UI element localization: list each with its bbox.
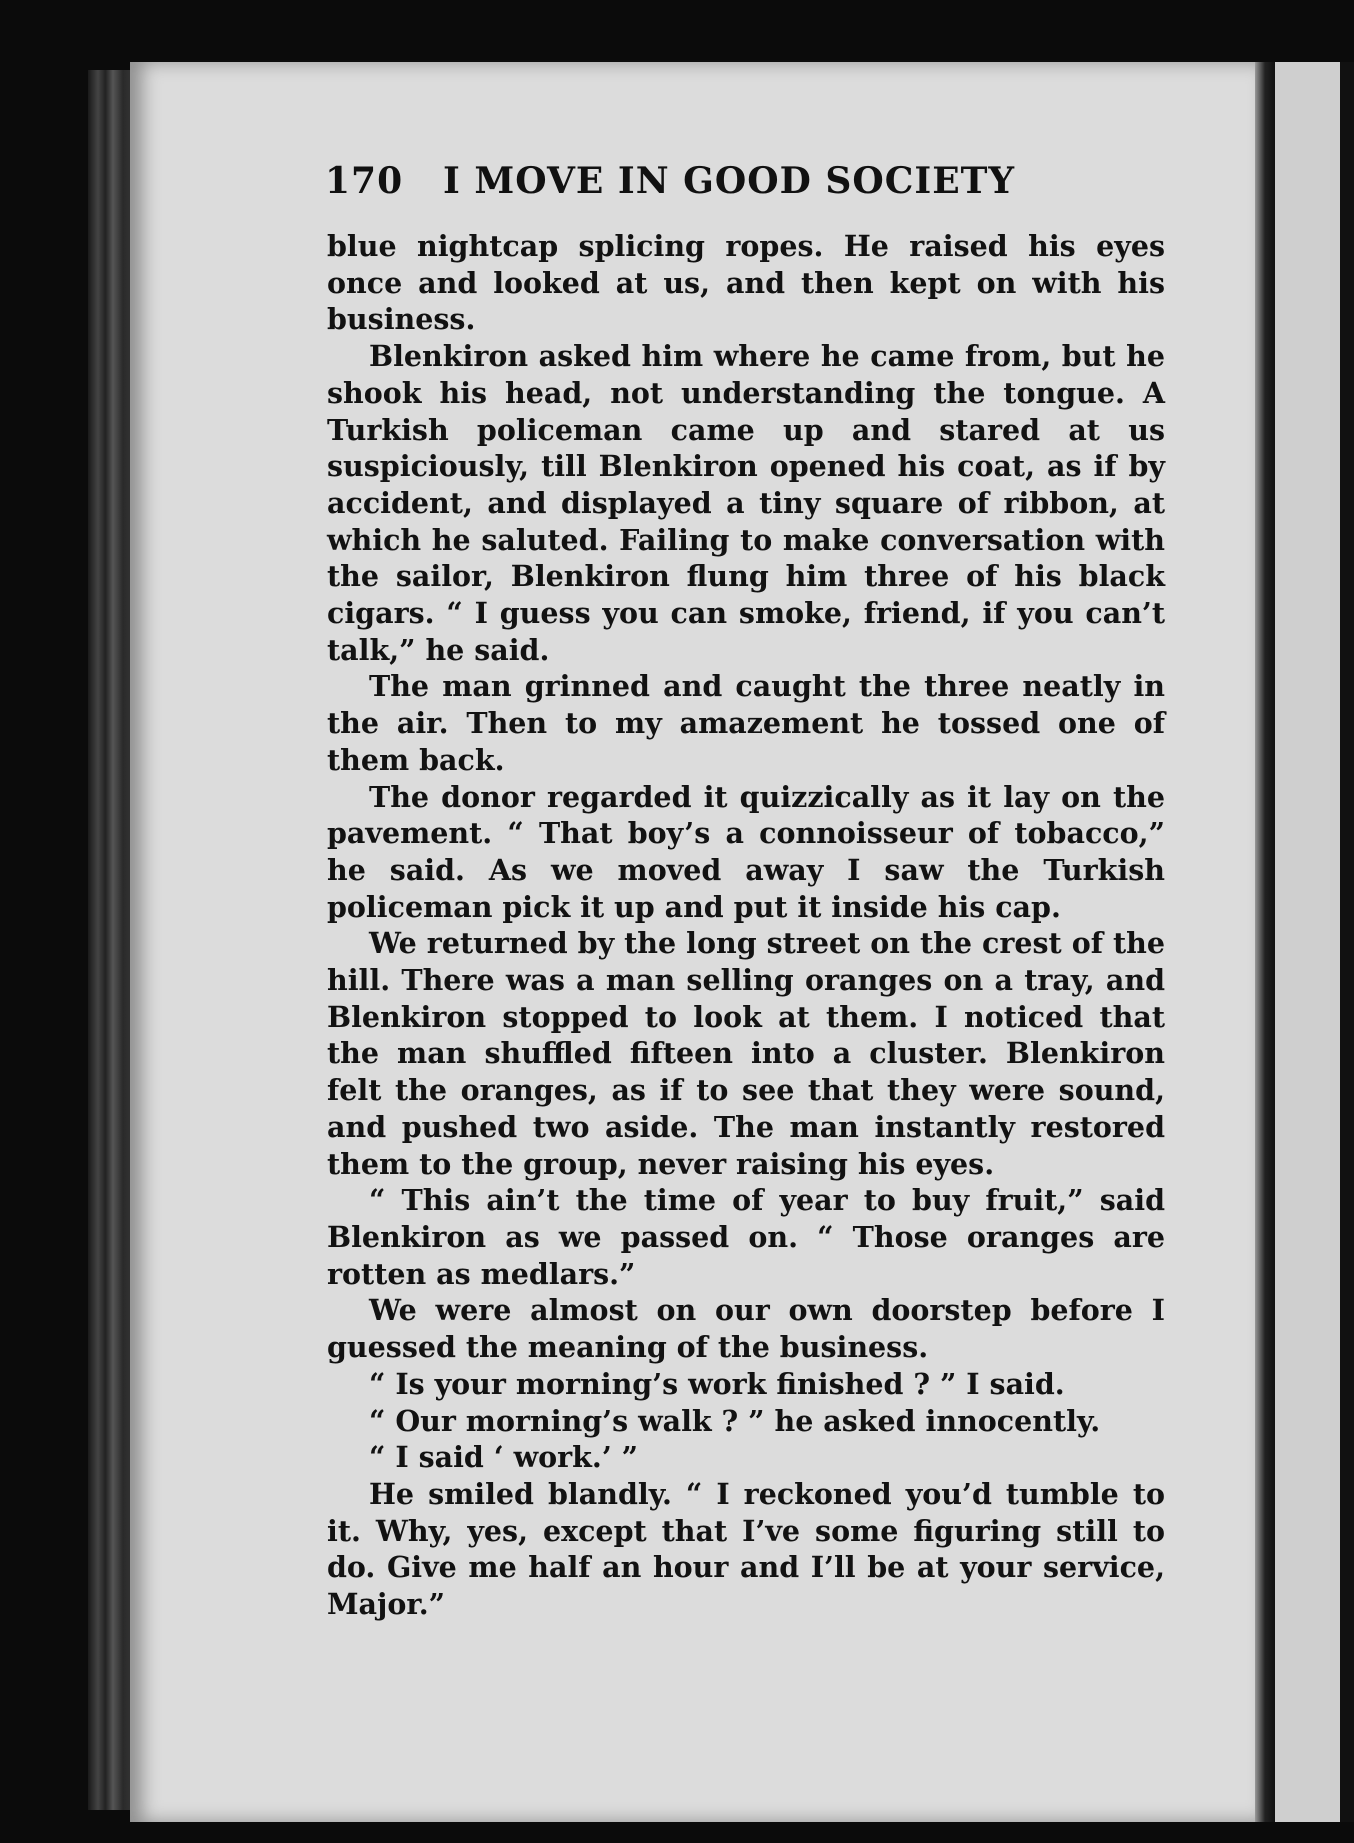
- paragraph: Blenkiron asked him where he came from, but he shook his head, not understanding the tongue. A Turkish policeman came up and stared at us suspiciously, till Blenkiron opened his coat, as if by accident, and displayed a tiny square of ribbon, at which he saluted. Failing to make conversation with the sailor, Blenkiron flung him three of his black cigars. “ I guess you can smoke, friend, if you can’t talk,” he said.: [327, 339, 1165, 667]
- paragraph: The man grinned and caught the three neatly in the air. Then to my amazement he tossed one of them back.: [327, 669, 1165, 777]
- paragraph: “ Is your morning’s work finished ? ” I said.: [369, 1366, 1065, 1401]
- chapter-title: I MOVE IN GOOD SOCIETY: [443, 160, 1016, 202]
- page-fold: [1255, 62, 1275, 1822]
- paragraph: We returned by the long street on the crest of the hill. There was a man selling oranges on a tray, and Blenkiron stopped to look at them. I noticed that the man shuffled fifteen into a cluster. Blenkiron felt the oranges, as if to see that they were sound, and pushed two aside. The man instantly restored them to the group, never raising his eyes.: [327, 926, 1165, 1181]
- page-number: 170: [325, 160, 404, 202]
- body-text: [327, 228, 1165, 1623]
- paragraph: The donor regarded it quizzically as it lay on the pavement. “ That boy’s a connoisseur of tobacco,” he said. As we moved away I saw the Turkish policeman pick it up and put it inside his cap.: [327, 779, 1165, 924]
- scan-border: [1340, 62, 1354, 1822]
- running-head: [325, 160, 1025, 210]
- paragraph: We were almost on our own doorstep before I guessed the meaning of the business.: [327, 1293, 1165, 1365]
- paragraph: blue nightcap splicing ropes. He raised his eyes once and looked at us, and then kept on with his business.: [327, 229, 1165, 337]
- paragraph: “ I said ‘ work.’ ”: [369, 1440, 639, 1475]
- paragraph: “ This ain’t the time of year to buy fruit,” said Blenkiron as we passed on. “ Those oranges are rotten as medlars.”: [327, 1183, 1165, 1291]
- paragraph: “ Our morning’s walk ? ” he asked innocently.: [369, 1403, 1101, 1438]
- paragraph: He smiled blandly. “ I reckoned you’d tumble to it. Why, yes, except that I’ve some figuring still to do. Give me half an hour and I’ll be at your service, Major.”: [327, 1476, 1165, 1622]
